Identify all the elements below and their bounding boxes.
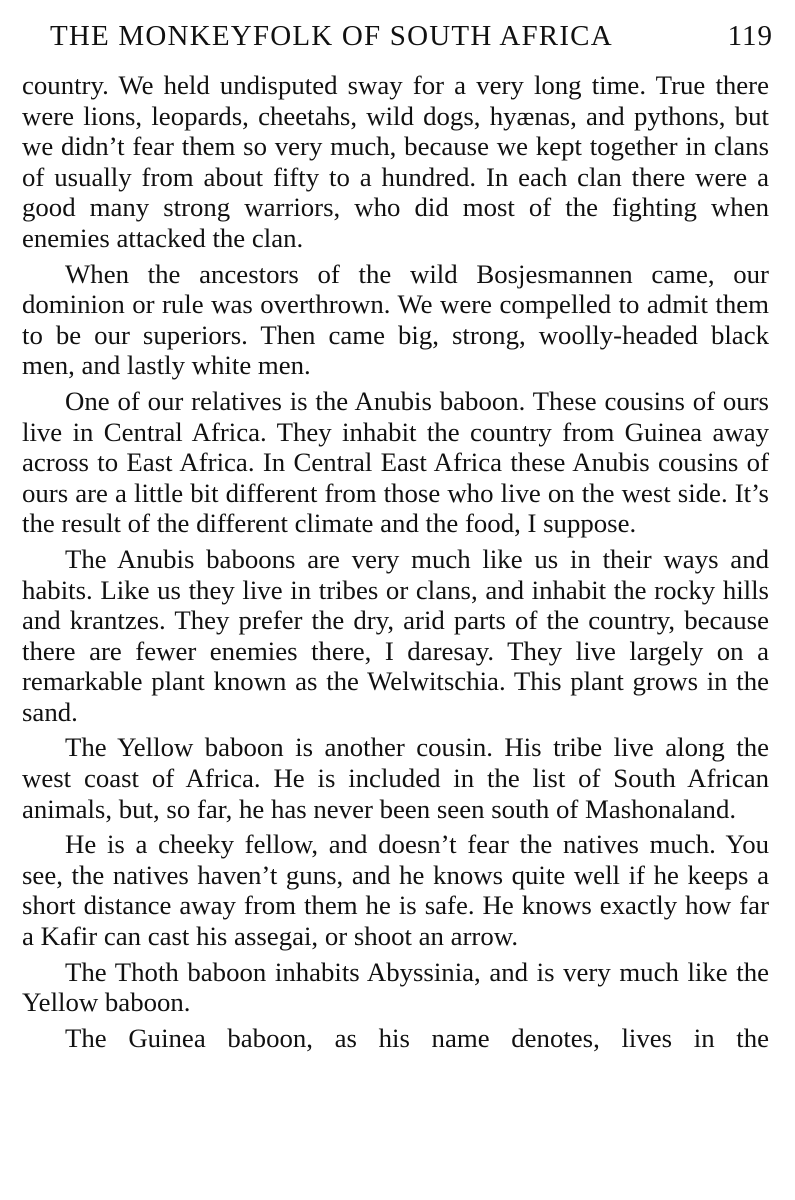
paragraph: The Yellow baboon is another cousin. His tribe live along the west coast of Africa. He is included in the list of South African animals, but, so far, he has never been seen south of Mashonaland.	[22, 732, 769, 824]
paragraph: When the ancestors of the wild Bosjesmannen came, our dominion or rule was overthrown. We were compelled to admit them to be our superiors. Then came big, strong, woolly-headed black men, and lastly white men.	[22, 258, 769, 381]
paragraph: The Anubis baboons are very much like us in their ways and habits. Like us they live in tribes or clans, and inhabit the rocky hills and krantzes. They prefer the dry, arid parts of the country, because there are fewer enemies there, I daresay. They live largely on a remarkable plant known as the Welwitschia. This plant grows in the sand.	[22, 543, 769, 727]
running-head	[50, 20, 773, 60]
paragraph: The Thoth baboon inhabits Abyssinia, and is very much like the Yellow baboon.	[22, 956, 769, 1018]
paragraph: country. We held undisputed sway for a very long time. True there were lions, leopards, cheetahs, wild dogs, hyænas, and pythons, but we didn’t fear them so very much, because we kept together in clans of usually from about fifty to a hundred. In each clan there were a good many strong warriors, who did most of the fighting when enemies attacked the clan.	[22, 70, 769, 253]
paragraph: The Guinea baboon, as his name denotes, lives in the	[65, 1022, 769, 1053]
page-number: 119	[727, 20, 773, 52]
body-text	[22, 70, 769, 1053]
paragraph: One of our relatives is the Anubis baboon. These cousins of ours live in Central Africa. They inhabit the country from Guinea away across to East Africa. In Central East Africa these Anubis cousins of ours are a little bit different from those who live on the west side. It’s the result of the different climate and the food, I suppose.	[22, 385, 769, 539]
running-title: THE MONKEYFOLK OF SOUTH AFRICA	[50, 20, 613, 52]
paragraph: He is a cheeky fellow, and doesn’t fear the natives much. You see, the natives haven’t guns, and he knows quite well if he keeps a short distance away from them he is safe. He knows exactly how far a Kafir can cast his assegai, or shoot an arrow.	[22, 829, 769, 952]
